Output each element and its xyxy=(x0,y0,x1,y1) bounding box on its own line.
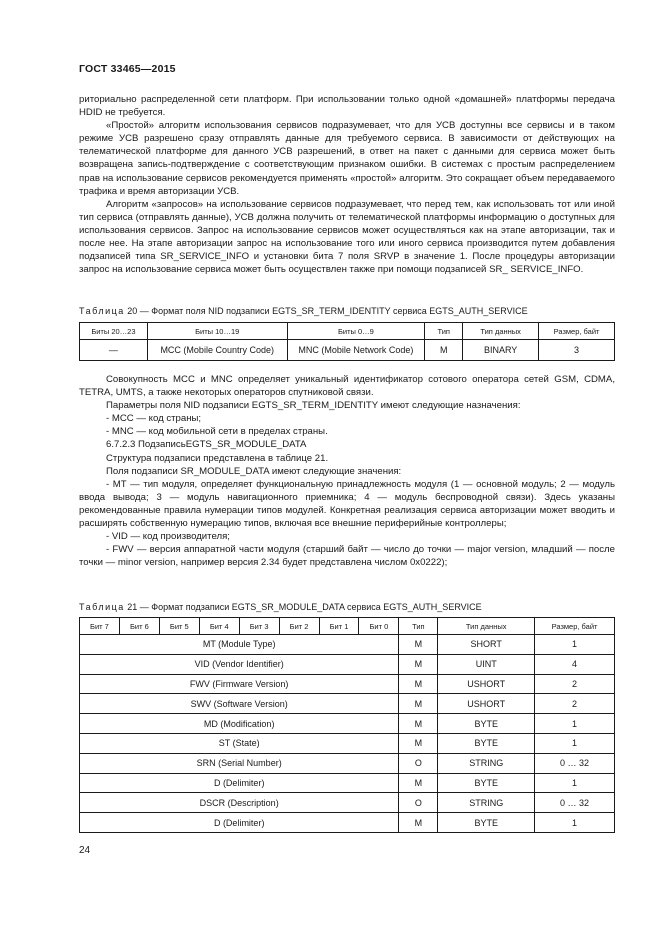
header-cell: Бит 1 xyxy=(319,618,359,635)
table-20 xyxy=(79,322,615,361)
table-cell: BYTE xyxy=(438,773,535,793)
header-cell: Биты 20…23 xyxy=(80,323,148,340)
paragraph: Совокупность MCC и MNC определяет уникальный идентификатор сотового оператора сетей GSM, CDMA, TETRA, UMTS, а также некоторых операторов спутниковой связи. xyxy=(79,374,615,399)
table-cell: 1 xyxy=(535,813,615,833)
table-cell: 0 … 32 xyxy=(535,793,615,813)
table-cell: STRING xyxy=(438,753,535,773)
table-row xyxy=(80,694,615,714)
table-21 xyxy=(79,617,615,833)
table-row xyxy=(80,674,615,694)
table-cell: O xyxy=(399,793,438,813)
table-row xyxy=(80,635,615,655)
paragraph: Поля подзаписи SR_MODULE_DATA имеют следующие значения: xyxy=(106,465,402,477)
table-row xyxy=(80,654,615,674)
table-cell: M xyxy=(399,654,438,674)
table-cell: MD (Modification) xyxy=(80,714,399,734)
table-20-caption xyxy=(79,305,615,317)
section-heading: 6.7.2.3 ПодзаписьEGTS_SR_MODULE_DATA xyxy=(106,439,307,451)
header-cell: Бит 0 xyxy=(359,618,399,635)
table-cell: BINARY xyxy=(463,340,539,361)
table-cell: USHORT xyxy=(438,694,535,714)
header-cell: Бит 3 xyxy=(239,618,279,635)
header-cell: Бит 5 xyxy=(159,618,199,635)
header-cell: Тип данных xyxy=(438,618,535,635)
caption-text: 21 — Формат подзаписи EGTS_SR_MODULE_DATA сервиса EGTS_AUTH_SERVICE xyxy=(124,602,482,612)
list-item: - MNC — код мобильной сети в пределах страны. xyxy=(106,426,328,438)
list-item: - VID — код производителя; xyxy=(106,531,230,543)
table-cell: ST (State) xyxy=(80,733,399,753)
table-cell: D (Delimiter) xyxy=(80,813,399,833)
table-cell: STRING xyxy=(438,793,535,813)
caption-prefix: Таблица xyxy=(79,306,125,316)
table-cell: 2 xyxy=(535,674,615,694)
header-cell: Бит 2 xyxy=(279,618,319,635)
header-cell: Бит 6 xyxy=(119,618,159,635)
caption-prefix: Таблица xyxy=(79,602,125,612)
table-21-caption xyxy=(79,601,615,613)
paragraph: Параметры поля NID подзаписи EGTS_SR_TERM_IDENTITY имеют следующие назначения: xyxy=(106,400,521,412)
table-cell: UINT xyxy=(438,654,535,674)
table-cell: DSCR (Description) xyxy=(80,793,399,813)
table-cell: — xyxy=(80,340,148,361)
table-cell: MT (Module Type) xyxy=(80,635,399,655)
paragraph: Структура подзаписи представлена в таблице 21. xyxy=(106,452,329,464)
table-cell: M xyxy=(399,635,438,655)
table-cell: M xyxy=(399,733,438,753)
table-cell: 1 xyxy=(535,773,615,793)
paragraph: «Простой» алгоритм использования сервисов подразумевает, что для УСВ доступны все сервисы и в таком режиме УСВ разрешено сразу отправлять данные для требуемого сервиса. В зависимости от действующих на телематической платформе для данного УСВ разрешений, в ответ на пакет с данными для сервиса может быть возвращена запись-подтверждение с соответствующим признаком ошибки. В системах с простым распределением прав на использование сервисов рекомендуется применять «простой» алгоритм. Это сокращает объем передаваемого трафика и время авторизации УСВ. xyxy=(79,120,615,197)
table-cell: 1 xyxy=(535,635,615,655)
table-cell: FWV (Firmware Version) xyxy=(80,674,399,694)
table-cell: 3 xyxy=(539,340,615,361)
table-cell: M xyxy=(399,813,438,833)
caption-text: 20 — Формат поля NID подзаписи EGTS_SR_TERM_IDENTITY сервиса EGTS_AUTH_SERVICE xyxy=(124,306,528,316)
table-cell: MCC (Mobile Country Code) xyxy=(147,340,287,361)
header-cell: Тип xyxy=(399,618,438,635)
paragraph: Алгоритм «запросов» на использование сервисов подразумевает, что перед тем, как использовать тот или иной тип сервиса (отправлять данные), УСВ должна получить от телематической платформы информацию о доступных для использования сервисов. Запрос на использование сервисов может осуществляться как на этапе авторизации, так и после нее. На этапе авторизации запрос на использование того или иного сервиса производится путем добавления подзаписей типа SR_SERVICE_INFO и установки бита 7 поля SRVP в значение 1. После процедуры авторизации запрос на использование сервиса может быть осуществлен также при помощи подзаписей SR_ SERVICE_INFO. xyxy=(79,198,615,276)
document-header: ГОСТ 33465—2015 xyxy=(79,63,176,75)
table-cell: BYTE xyxy=(438,714,535,734)
table-cell: 2 xyxy=(535,694,615,714)
table-row xyxy=(80,813,615,833)
table-row xyxy=(80,773,615,793)
text-block-module-data xyxy=(79,373,615,569)
table-row xyxy=(80,793,615,813)
table-cell: SRN (Serial Number) xyxy=(80,753,399,773)
header-cell: Размер, байт xyxy=(539,323,615,340)
header-cell: Тип данных xyxy=(463,323,539,340)
table-cell: O xyxy=(399,753,438,773)
table-header-row xyxy=(80,618,615,635)
list-item: - MCC — код страны; xyxy=(106,413,202,425)
table-cell: 1 xyxy=(535,733,615,753)
table-cell: MNC (Mobile Network Code) xyxy=(287,340,425,361)
header-cell: Бит 7 xyxy=(80,618,120,635)
table-cell: M xyxy=(425,340,463,361)
table-cell: D (Delimiter) xyxy=(80,773,399,793)
table-cell: M xyxy=(399,714,438,734)
page-number: 24 xyxy=(79,845,91,856)
text-block-intro xyxy=(79,93,615,276)
table-cell: M xyxy=(399,694,438,714)
header-cell: Бит 4 xyxy=(199,618,239,635)
table-row xyxy=(80,753,615,773)
list-item: - MT — тип модуля, определяет функциональную принадлежность модуля (1 — основной модуль; 2 — модуль ввода вывода; 3 — модуль навигационного приемника; 4 — модуль беспроводной связи). Здесь указаны рекомендованные правила нумерации типов модулей. Конкретная реализация сервиса авторизации может вводить и расширять собственную нумерацию типов, включая все внешние периферийные контроллеры; xyxy=(79,478,615,530)
paragraph: риториально распределенной сети платформ. При использовании только одной «домашней» платформы передача HDID не требуется. xyxy=(79,94,615,119)
table-cell: 4 xyxy=(535,654,615,674)
table-row xyxy=(80,714,615,734)
table-cell: 1 xyxy=(535,714,615,734)
header-cell: Тип xyxy=(425,323,463,340)
table-row xyxy=(80,340,615,361)
table-row xyxy=(80,733,615,753)
table-cell: BYTE xyxy=(438,813,535,833)
table-cell: USHORT xyxy=(438,674,535,694)
list-item: - FWV — версия аппаратной части модуля (старший байт — число до точки — major version, младший — после точки — minor version, например версия 2.34 будет представлена числом 0x0222); xyxy=(79,544,615,569)
table-cell: BYTE xyxy=(438,733,535,753)
table-header-row xyxy=(80,323,615,340)
header-cell: Размер, байт xyxy=(535,618,615,635)
table-cell: SWV (Software Version) xyxy=(80,694,399,714)
table-cell: SHORT xyxy=(438,635,535,655)
table-cell: M xyxy=(399,773,438,793)
table-cell: VID (Vendor Identifier) xyxy=(80,654,399,674)
table-cell: 0 … 32 xyxy=(535,753,615,773)
table-cell: M xyxy=(399,674,438,694)
header-cell: Биты 0…9 xyxy=(287,323,425,340)
header-cell: Биты 10…19 xyxy=(147,323,287,340)
